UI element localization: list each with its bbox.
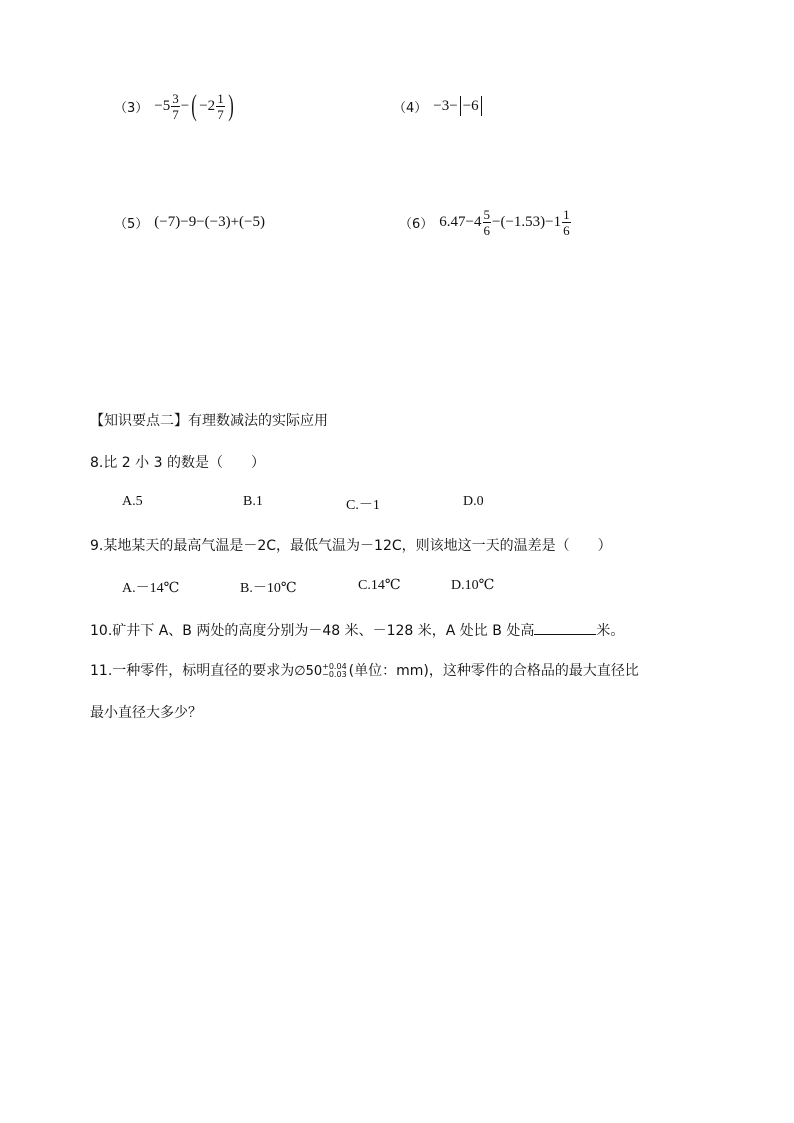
problem-3-inner-neg: −2 (199, 97, 216, 114)
problem-3-minus: − (180, 97, 190, 114)
question-8-option-b: B.1 (243, 494, 263, 509)
question-8-option-d: D.0 (463, 494, 484, 509)
question-9-option-c: C.14℃ (358, 578, 401, 593)
problem-3 (114, 84, 236, 128)
answer-blank (534, 620, 596, 635)
question-11-text-after: (单位：mm)，这种零件的合格品的最大直径比 (348, 663, 639, 679)
abs-bar-right (481, 96, 482, 116)
problem-3-label: （3） (114, 100, 149, 116)
question-11-line-2: 最小直径大多少？ (90, 705, 202, 721)
problem-5-expression: (−7)−9−(−3)+(−5) (154, 213, 266, 230)
problem-3-right-paren: ) (227, 89, 234, 122)
problem-4-head: −3− (433, 97, 458, 114)
problem-3-neg: −5 (154, 97, 171, 114)
problem-5-label: （5） (114, 216, 149, 232)
question-11-text: 11.一种零件，标明直径的要求为 (90, 663, 295, 679)
tolerance (322, 663, 347, 679)
question-10 (90, 620, 624, 640)
question-9-option-d: D.10℃ (451, 578, 495, 593)
question-9-option-a: A.－14℃ (122, 581, 180, 596)
question-11 (90, 660, 639, 680)
problem-6-fraction-2: $\frac{1}{6}$ (563, 206, 570, 238)
question-8-option-a: A.5 (122, 494, 143, 509)
diameter-symbol: ∅50 (294, 664, 323, 679)
problem-4-label: （4） (393, 100, 428, 116)
tolerance-upper: +0.04 (322, 662, 347, 671)
abs-bar-left (460, 96, 461, 116)
question-8-text: 8.比 2 小 3 的数是（ ） (90, 455, 265, 471)
question-9-text: 9.某地某天的最高气温是－2C，最低气温为－12C，则该地这一天的温差是（ ） (90, 538, 612, 554)
problem-3-left-paren: ( (191, 89, 197, 122)
problem-3-fraction-2: $\frac{1}{7}$ (217, 90, 224, 122)
problem-6-head: 6.47−4 (439, 213, 482, 230)
problem-6-label: （6） (399, 216, 434, 232)
problem-6-middle: −(−1.53)−1 (492, 213, 562, 230)
section-title: 【知识要点二】有理数减法的实际应用 (90, 413, 328, 429)
problem-4 (393, 94, 484, 118)
problem-5 (114, 210, 265, 234)
question-10-unit: 米。 (596, 623, 625, 639)
question-10-text: 10.矿井下 A、B 两处的高度分别为－48 米、－128 米，A 处比 B 处高 (90, 623, 535, 639)
tolerance-lower: −0.03 (322, 670, 347, 679)
problem-4-inner: −6 (462, 97, 479, 114)
problem-3-fraction-1: $\frac{3}{7}$ (172, 90, 179, 122)
question-9-option-b: B.－10℃ (240, 581, 297, 596)
problem-6 (399, 200, 572, 244)
question-8-option-c: C.－1 (346, 498, 380, 513)
problem-6-fraction-1: $\frac{5}{6}$ (483, 206, 490, 238)
